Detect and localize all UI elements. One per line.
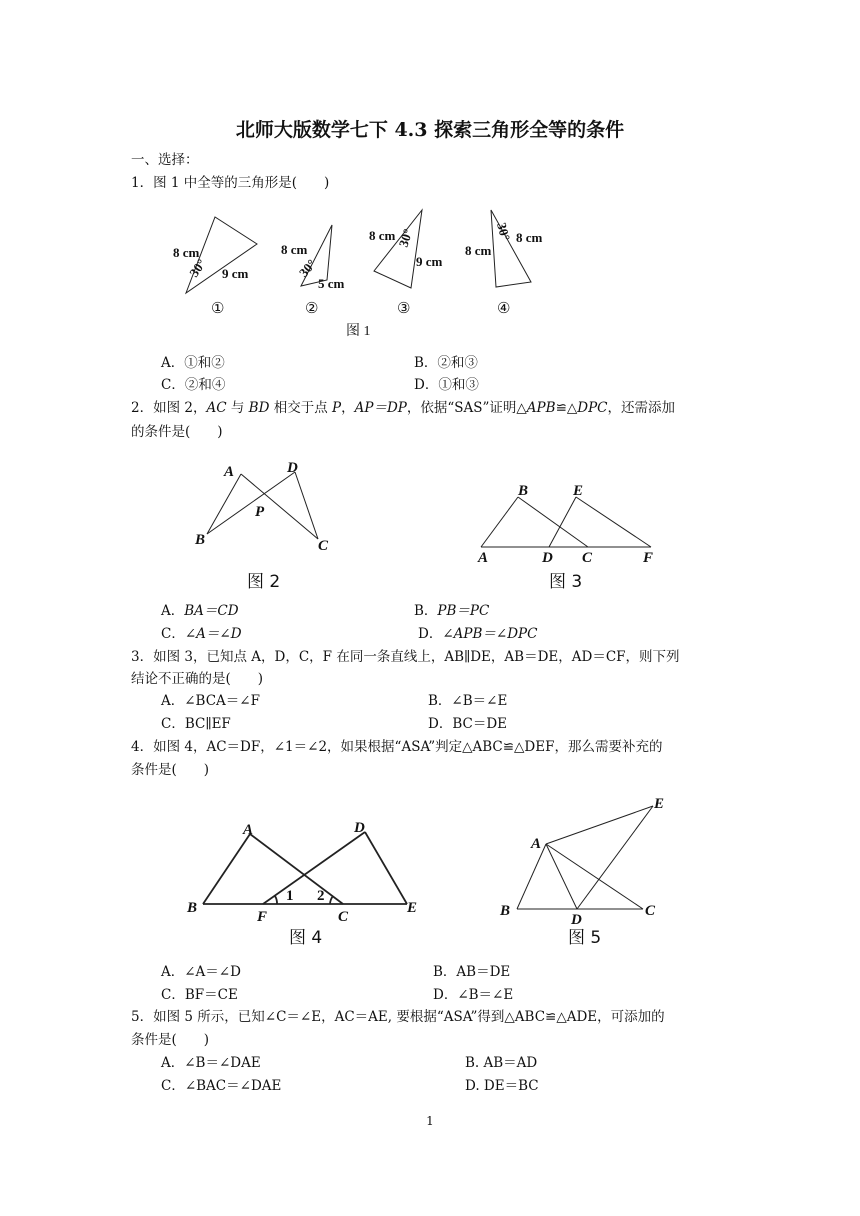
section-heading: 一、选择： [131, 152, 199, 168]
t1-side-b: 9 cm [222, 266, 249, 281]
fig5-label-a: A [531, 836, 542, 852]
figure-5-caption: 图 5 [568, 928, 602, 948]
fig3-label-e: E [573, 483, 584, 499]
t1-number: ① [211, 301, 225, 317]
t3-side-b: 9 cm [416, 254, 443, 269]
q2-stem-line-2: 的条件是( ) [131, 424, 223, 440]
segment-de-5 [577, 806, 653, 909]
fig5-label-c: C [645, 903, 656, 919]
fig2-label-c: C [318, 538, 329, 554]
segment-ab-3 [481, 497, 518, 547]
segment-ab [207, 474, 241, 534]
document-title: 北师大版数学七下 4.3 探索三角形全等的条件 [235, 119, 625, 141]
angle-2-arc [330, 896, 333, 904]
q4-stem-line-1: 4．如图 4，AC＝DF，∠1＝∠2，如果根据“ASA”判定△ABC≌△DEF，那么需要补充的 [131, 739, 663, 755]
q4-option-c: C．BF＝CE [161, 987, 238, 1003]
fig4-label-d: D [354, 820, 365, 836]
segment-fd [263, 832, 365, 904]
fig2-label-p: P [255, 504, 265, 520]
t2-side-b: 5 cm [318, 276, 345, 291]
t3-side-a: 8 cm [369, 228, 396, 243]
triangle-4 [491, 210, 531, 287]
q3-option-a: A．∠BCA＝∠F [161, 693, 260, 709]
figure-2 [0, 450, 860, 600]
t4-side-b: 8 cm [516, 230, 543, 245]
q5-option-d: D. DE＝BC [465, 1078, 539, 1094]
q3-stem-line-2: 结论不正确的是( ) [131, 671, 264, 687]
segment-bd [207, 472, 295, 534]
fig3-label-b: B [518, 483, 529, 499]
fig3-label-f: F [643, 550, 654, 566]
figure-4-caption: 图 4 [289, 928, 323, 948]
segment-ad-5 [546, 844, 577, 909]
fig5-label-b: B [500, 903, 511, 919]
t3-angle: 30° [395, 226, 416, 249]
q4-option-d: D．∠B＝∠E [433, 987, 514, 1003]
fig2-label-d: D [287, 460, 298, 476]
fig2-label-a: A [224, 464, 235, 480]
fig4-angle-2-label: 2 [317, 888, 325, 904]
segment-de-4 [365, 832, 407, 904]
q3-stem-line-1: 3．如图 3，已知点 A，D，C，F 在同一条直线上，AB∥DE，AB＝DE，AD＝CF，则下列 [131, 649, 680, 665]
q4-option-a: A．∠A＝∠D [161, 964, 241, 980]
q1-option-a: A．①和② [161, 355, 225, 371]
fig4-label-b: B [187, 900, 198, 916]
t4-angle: 30° [494, 220, 514, 243]
figure-1-caption: 图 1 [346, 324, 371, 339]
q3-option-d: D．BC＝DE [428, 716, 508, 732]
q2-option-d: D．∠APB＝∠DPC [418, 626, 538, 642]
q1-option-c: C．②和④ [161, 377, 226, 393]
fig5-label-d: D [571, 912, 582, 928]
q5-option-b: B. AB＝AD [465, 1055, 538, 1071]
segment-ae-5 [546, 806, 653, 844]
segment-ac-4 [250, 834, 343, 904]
segment-ef [576, 497, 651, 547]
q5-stem-line-1: 5．如图 5 所示，已知∠C＝∠E，AC＝AE, 要根据“ASA”得到△ABC≌△ADE，可添加的 [131, 1009, 665, 1025]
q2-option-c: C．∠A＝∠D [161, 626, 242, 642]
fig3-label-d: D [542, 550, 553, 566]
q4-stem-line-2: 条件是( ) [131, 762, 210, 778]
figure-4-5 [0, 790, 860, 960]
segment-ac-5 [546, 844, 643, 909]
q5-option-a: A．∠B＝∠DAE [161, 1055, 261, 1071]
t1-side-a: 8 cm [173, 245, 200, 260]
figure-2-caption: 图 2 [247, 572, 281, 592]
triangle-3 [374, 210, 422, 288]
q2-option-a: A．BA＝CD [161, 603, 239, 619]
fig3-label-a: A [478, 550, 489, 566]
q1-stem: 1．图 1 中全等的三角形是( ) [131, 175, 330, 191]
t4-number: ④ [497, 301, 511, 317]
t1-angle: 30° [186, 256, 209, 280]
angle-1-arc [275, 896, 277, 904]
t2-number: ② [305, 301, 319, 317]
fig4-label-a: A [243, 822, 254, 838]
fig4-label-f: F [257, 909, 268, 925]
segment-ab-5 [517, 844, 546, 909]
t3-number: ③ [397, 301, 411, 317]
q2-stem-line-1: 2．如图 2，AC 与 BD 相交于点 P，AP＝DP，依据“SAS”证明△APB≌△DPC，还需添加 [131, 400, 676, 416]
segment-ab-4 [203, 834, 250, 904]
fig4-label-e: E [407, 900, 418, 916]
fig4-angle-1-label: 1 [286, 888, 294, 904]
fig5-label-e: E [654, 796, 665, 812]
q4-option-b: B．AB＝DE [433, 964, 511, 980]
figure-3-caption: 图 3 [549, 572, 583, 592]
fig3-label-c: C [582, 550, 593, 566]
q5-stem-line-2: 条件是( ) [131, 1032, 210, 1048]
q1-option-b: B．②和③ [414, 355, 478, 371]
t2-angle: 30° [295, 256, 319, 280]
q2-option-b: B．PB＝PC [414, 603, 490, 619]
fig4-label-c: C [338, 909, 349, 925]
t2-side-a: 8 cm [281, 242, 308, 257]
q1-option-d: D．①和③ [414, 377, 479, 393]
figure-1 [0, 200, 860, 380]
q3-option-b: B．∠B＝∠E [428, 693, 508, 709]
page-number: 1 [426, 1114, 434, 1128]
fig2-label-b: B [195, 532, 206, 548]
q5-option-c: C．∠BAC＝∠DAE [161, 1078, 282, 1094]
t4-side-a: 8 cm [465, 243, 492, 258]
q3-option-c: C．BC∥EF [161, 716, 231, 732]
